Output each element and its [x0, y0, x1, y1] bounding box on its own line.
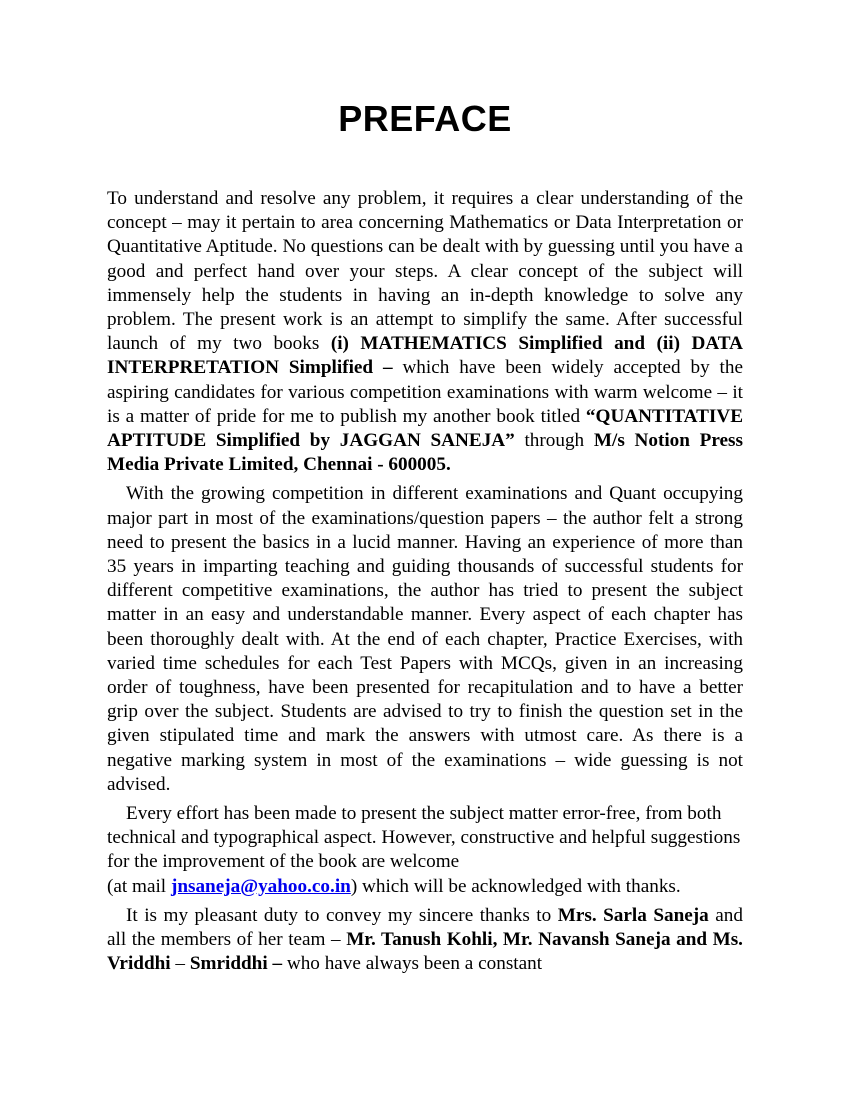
p3-text-3: ) which will be acknowledged with thanks.	[350, 875, 681, 897]
p4-text-3: –	[170, 953, 190, 975]
page-title: PREFACE	[338, 98, 512, 139]
paragraph-2: With the growing competition in different examinations and Quant occupying major part in most of the examinations/question papers – the author felt a strong need to present the basics in a lucid manner. Having an experience of more than 35 years in imparting teaching and guiding thousands of successful students for different competitive examinations, the author has tried to present the subject matter in an easy and understandable manner. Every aspect of each chapter has been thoroughly dealt with. At the end of each chapter, Practice Exercises, with varied time schedules for each Test Papers with MCQs, given in an increasing order of toughness, have been presented for recapitulation and to have a better grip over the subject. Students are advised to try to finish the question set in the given stipulated time and mark the answers with utmost care. As there is a negative marking system in most of the examinations – wide guessing is not advised.	[107, 483, 743, 795]
p3-text-2: (at mail	[107, 875, 171, 897]
paragraph-3	[107, 802, 743, 899]
p1-text-2: which have been widely accepted by the aspiring candidates for various competition examinations with warm welcome – it is a matter of pride for me to publish my another book titled	[107, 357, 743, 427]
p1-text-3: through	[514, 430, 594, 452]
p3-text-1: Every effort has been made to present the subject matter error-free, from both technical and typographical aspect. However, constructive and helpful suggestions for the improvement of the book are welcome	[107, 803, 741, 873]
p1-text-1: To understand and resolve any problem, it requires a clear understanding of the concept – may it pertain to area concerning Mathematics or Data Interpretation or Quantitative Aptitude. No questions can be dealt with by guessing until you have a good and perfect hand over your steps. A clear concept of the subject will immensely help the students in having an in-depth knowledge to solve any problem. The present work is an attempt to simplify the same. After successful launch of my two books	[107, 188, 743, 355]
paragraph-1	[107, 187, 743, 477]
p4-text-2: and all the members of her team –	[107, 904, 743, 951]
p1-bold-books: (i) MATHEMATICS Simplified and (ii) DATA INTERPRETATION Simplified –	[107, 333, 743, 379]
p4-bold-name-2: Smriddhi –	[189, 953, 283, 975]
p4-bold-names: Mr. Tanush Kohli, Mr. Navansh Saneja and Ms. Vriddhi	[107, 929, 743, 975]
p4-text-1: It is my pleasant duty to convey my sincere thanks to	[126, 904, 558, 926]
p4-bold-name-1: Mrs. Sarla Saneja	[557, 904, 709, 926]
p4-text-4: who have always been a constant	[282, 953, 543, 975]
p1-bold-book-title: “QUANTITATIVE APTITUDE Simplified by JAGGAN SANEJA”	[107, 405, 743, 452]
email-link[interactable]: jnsaneja@yahoo.co.in	[170, 875, 351, 897]
preface-body	[107, 187, 743, 977]
p1-bold-publisher: M/s Notion Press Media Private Limited, Chennai - 600005.	[107, 430, 743, 476]
paragraph-4	[107, 904, 743, 977]
